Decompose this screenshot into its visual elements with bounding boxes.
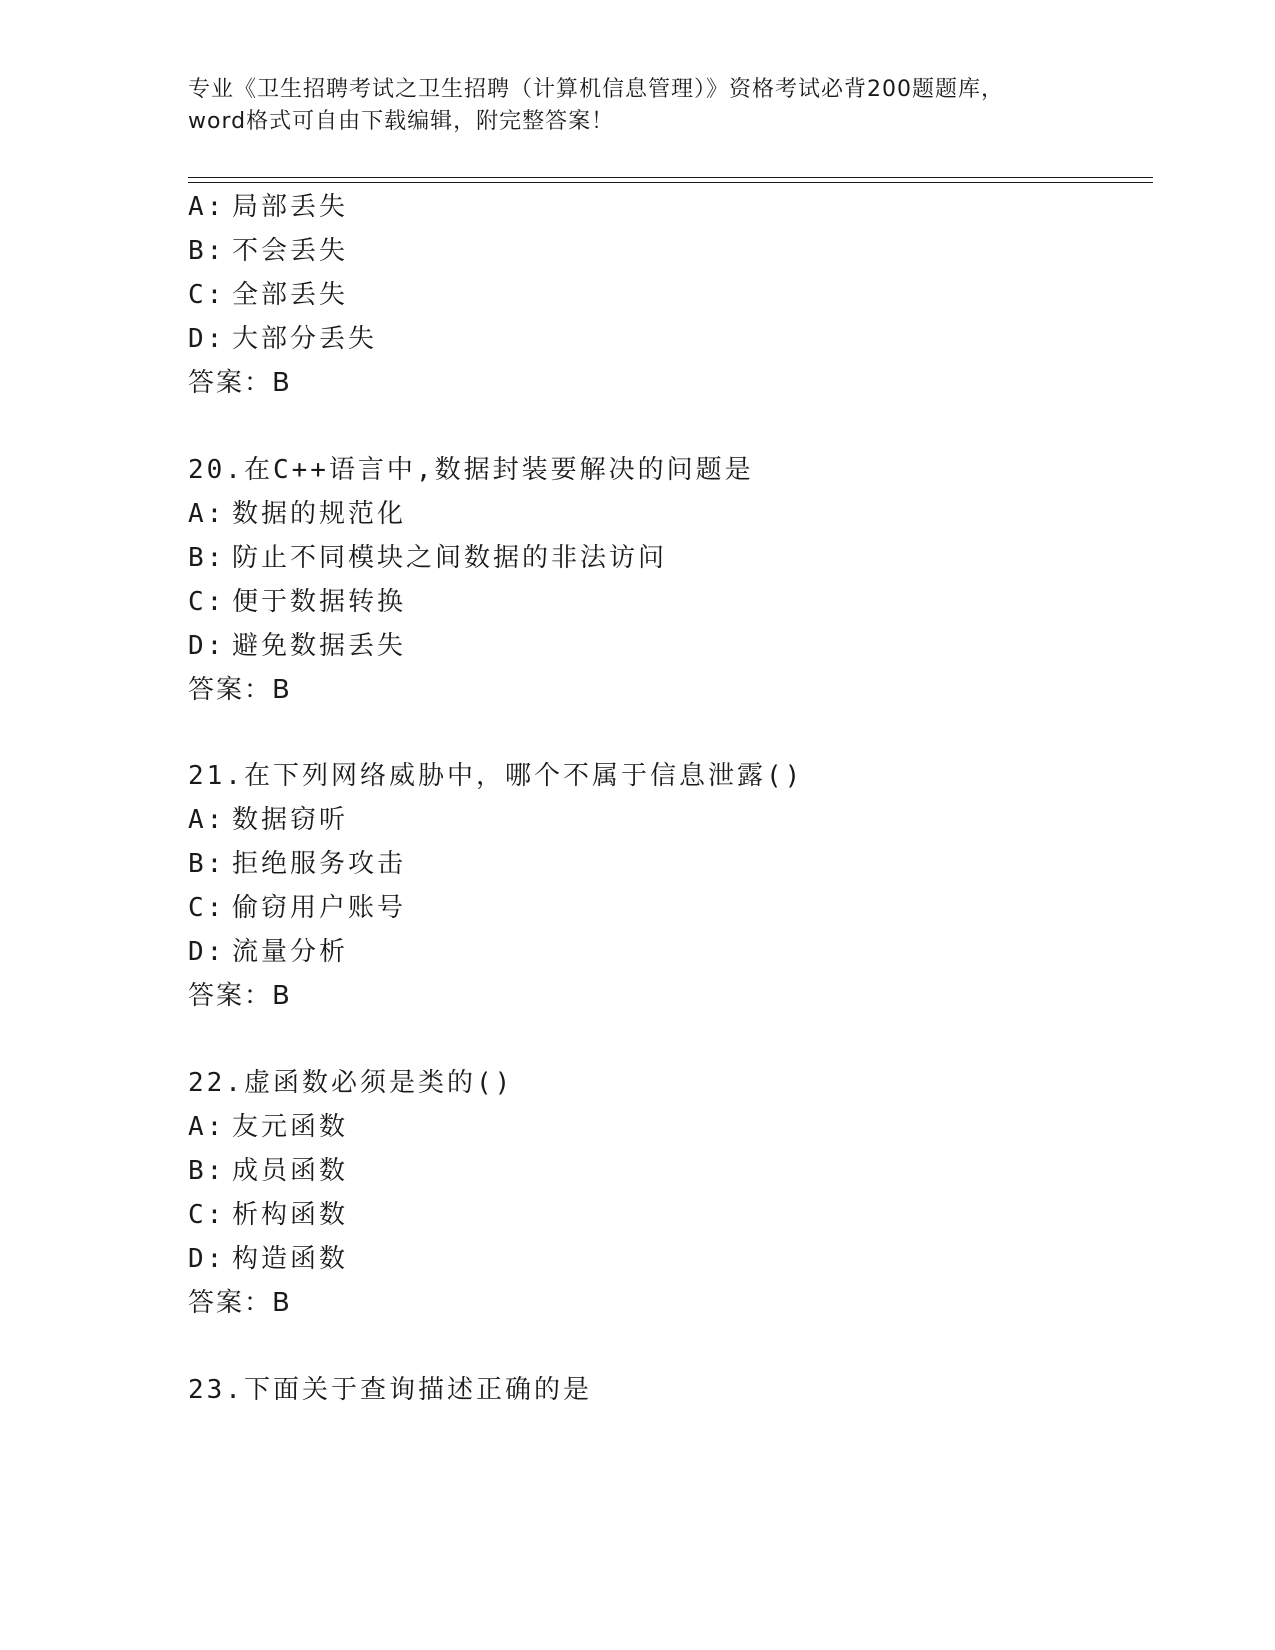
option-d: D: 构造函数 bbox=[188, 1244, 349, 1274]
document-header bbox=[188, 74, 1088, 138]
question-title: 21.在下列网络威胁中，哪个不属于信息泄露() bbox=[188, 761, 804, 791]
option-c: C: 偷窃用户账号 bbox=[188, 893, 407, 923]
option-a: A: 局部丢失 bbox=[188, 192, 349, 222]
answer-line: 答案：B bbox=[188, 1288, 292, 1318]
question-title: 23.下面关于查询描述正确的是 bbox=[188, 1375, 592, 1405]
option-b: B: 防止不同模块之间数据的非法访问 bbox=[188, 543, 668, 573]
option-d: D: 避免数据丢失 bbox=[188, 631, 407, 661]
option-c: C: 析构函数 bbox=[188, 1200, 349, 1230]
option-a: A: 数据的规范化 bbox=[188, 499, 407, 529]
header-divider-top bbox=[188, 177, 1153, 178]
option-a: A: 友元函数 bbox=[188, 1112, 349, 1142]
answer-line: 答案：B bbox=[188, 675, 292, 705]
question-title: 22.虚函数必须是类的() bbox=[188, 1068, 514, 1098]
option-d: D: 大部分丢失 bbox=[188, 324, 378, 354]
option-c: C: 便于数据转换 bbox=[188, 587, 407, 617]
answer-line: 答案：B bbox=[188, 368, 292, 398]
option-b: B: 拒绝服务攻击 bbox=[188, 849, 407, 879]
answer-line: 答案：B bbox=[188, 981, 292, 1011]
option-c: C: 全部丢失 bbox=[188, 280, 349, 310]
header-divider-bottom bbox=[188, 182, 1153, 183]
header-line-2: word格式可自由下载编辑，附完整答案！ bbox=[188, 109, 615, 134]
header-line-1: 专业《卫生招聘考试之卫生招聘（计算机信息管理）》资格考试必背200题题库， bbox=[188, 77, 1004, 102]
option-a: A: 数据窃听 bbox=[188, 805, 349, 835]
option-b: B: 不会丢失 bbox=[188, 236, 349, 266]
option-b: B: 成员函数 bbox=[188, 1156, 349, 1186]
option-d: D: 流量分析 bbox=[188, 937, 349, 967]
question-title: 20.在C++语言中,数据封装要解决的问题是 bbox=[188, 455, 754, 485]
